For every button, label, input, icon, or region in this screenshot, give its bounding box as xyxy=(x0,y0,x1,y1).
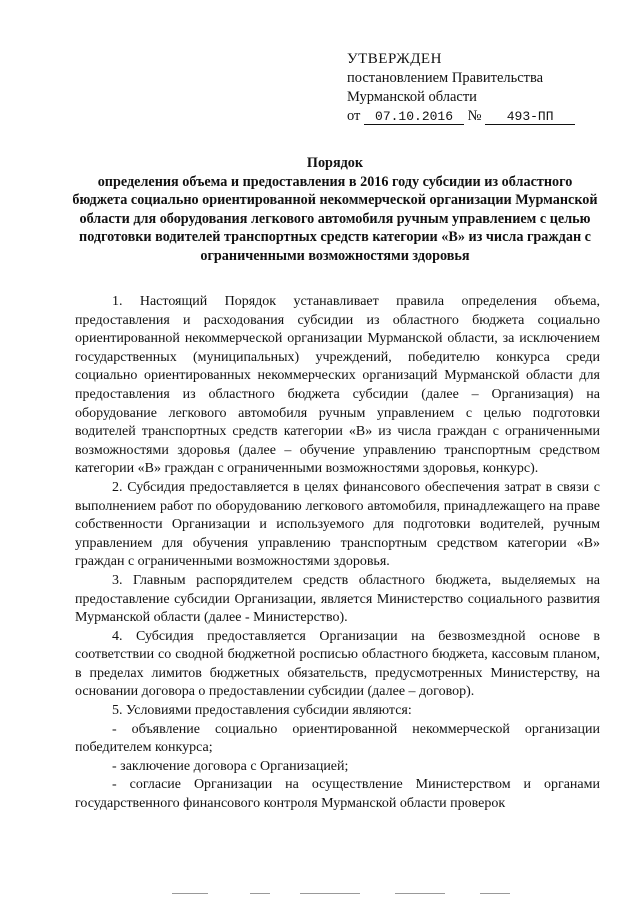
paragraph-3: 3. Главным распорядителем средств областного бюджета, выделяемых на предоставление субсидии Организации, является Министерство социального развития Мурманской области (далее - Министерство). xyxy=(75,572,600,626)
title-heading: Порядок xyxy=(306,155,364,171)
document-title xyxy=(70,154,600,265)
scan-mark xyxy=(172,893,208,894)
scan-mark xyxy=(250,893,270,894)
approval-line-2: Мурманской области xyxy=(347,89,477,105)
scan-footer-marks xyxy=(0,893,640,899)
approval-date: 07.10.2016 xyxy=(364,109,464,125)
condition-item-2: - заключение договора с Организацией; xyxy=(112,758,349,774)
condition-item-1: - объявление социально ориентированной некоммерческой организации победителем конкурса; xyxy=(75,721,600,756)
approval-line-1: постановлением Правительства xyxy=(347,70,544,86)
scan-mark xyxy=(300,893,360,894)
paragraph-2: 2. Субсидия предоставляется в целях финансового обеспечения затрат в связи с выполнением работ по оборудованию легкового автомобиля, принадлежащего на праве собственности Организации и используемого для подготовки водителей, ручным управлением для обучения управлению транспортным средством категории «В» граждан с ограниченными возможностями здоровья. xyxy=(75,479,600,570)
approval-stamp xyxy=(347,50,617,126)
paragraph-1: 1. Настоящий Порядок устанавливает правила определения объема, предоставления и расходования субсидии из областного бюджета социально ориентированной некоммерческой организации Мурманской области, за исключением государственных (муниципальных) учреждений, победителю конкурса среди социально ориентированных некоммерческих организаций Мурманской области для предоставления из областного бюджета субсидии (далее – Организация) на оборудование легкового автомобиля ручным управлением с целью подготовки водителей транспортных средств категории «В» из числа граждан с ограниченными возможностями здоровья (далее – обучение управлению транспортным средством категории «В» граждан с ограниченными возможностями здоровья, конкурс). xyxy=(75,294,600,477)
paragraph-5: 5. Условиями предоставления субсидии являются: xyxy=(112,703,412,719)
paragraph-4: 4. Субсидия предоставляется Организации на безвозмездной основе в соответствии со сводной бюджетной росписью областного бюджета, кассовым планом, в пределах лимитов бюджетных обязательств, предусмотренных Министерству, на основании договора о предоставлении субсидии (далее – договор). xyxy=(75,628,600,700)
date-prefix: от xyxy=(347,108,361,124)
scan-mark xyxy=(480,893,510,894)
scan-mark xyxy=(395,893,445,894)
approval-date-number-line xyxy=(347,107,617,126)
document-body xyxy=(75,293,600,814)
number-prefix: № xyxy=(467,108,482,124)
approval-heading: УТВЕРЖДЕН xyxy=(347,51,442,67)
approval-number: 493-ПП xyxy=(485,109,575,125)
condition-item-3: - согласие Организации на осуществление Министерством и органами государственного финансового контроля Мурманской области проверок xyxy=(75,777,600,812)
title-text: определения объема и предоставления в 2016 году субсидии из областного бюджета социально ориентированной некоммерческой организации Мурманской области для оборудования легкового автомобиля ручным управлением с целью подготовки водителей транспортных средств категории «В» из числа граждан с ограниченными возможностями здоровья xyxy=(72,173,598,264)
